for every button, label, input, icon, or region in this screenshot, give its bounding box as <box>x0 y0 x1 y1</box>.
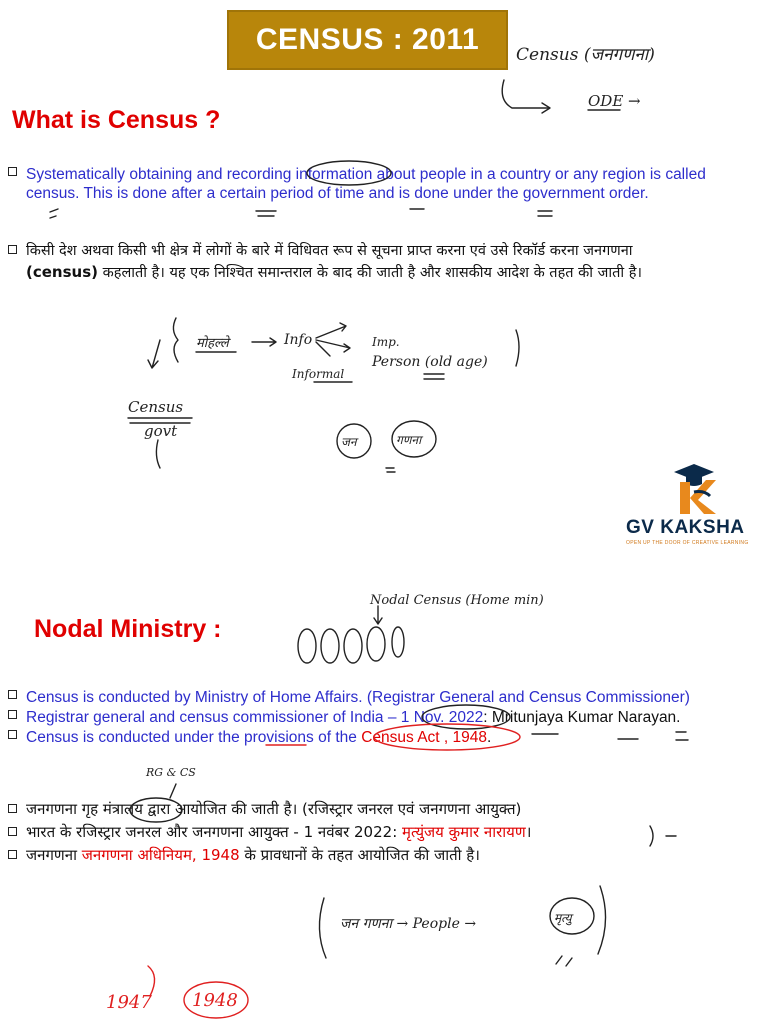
nodal-point-2-name: : Mritunjaya Kumar Narayan. <box>483 709 681 726</box>
note-jan: जन <box>341 435 357 449</box>
note-rg-cs: RG & CS <box>146 766 196 779</box>
note-person-old-age: Person (old age) <box>372 354 488 370</box>
note-nodal-census: Nodal Census (Home min) <box>370 593 544 608</box>
note-imp: Imp. <box>372 335 400 349</box>
definition-english-line-2: census. This is done after a certain period of time and is done under the government order. <box>26 185 649 202</box>
note-year-1948: 1948 <box>192 990 238 1011</box>
note-ode: ODE → <box>588 92 641 110</box>
nodal-point-2-date: 1 Nov. 2022 <box>400 709 484 726</box>
note-mrityu: मृत्यु <box>554 911 572 925</box>
note-year-1947: 1947 <box>106 992 152 1013</box>
definition-hindi-line-2: कहलाती है। यह एक निश्चित समान्तराल के बाद की जाती है और शासकीय आदेश के तहत की जाती है। <box>98 265 642 281</box>
note-census-govt-1: Census <box>128 398 184 416</box>
nodal-point-2: Registrar general and census commissioner of India – <box>26 709 401 726</box>
nodal-hindi-point-3-act: जनगणना अधिनियम, 1948 <box>81 846 240 864</box>
census-act-1948: Census Act , 1948 <box>361 729 487 746</box>
nodal-point-3: Census is conducted under the provisions of the <box>26 729 362 746</box>
nodal-hindi-point-2-name: मृत्युंजय कुमार नारायण <box>402 823 526 841</box>
definition-english-line-1: Systematically obtaining and recording information about people in a country or any region is called <box>26 166 706 183</box>
section-heading-nodal-ministry: Nodal Ministry : <box>34 615 222 643</box>
note-informal: Informal <box>292 367 345 381</box>
page-title: CENSUS : 2011 <box>255 23 480 56</box>
section-heading-what-is-census: What is Census ? <box>12 106 221 134</box>
logo-name: GV KAKSHA <box>626 517 745 538</box>
definition-hindi-line-1: किसी देश अथवा किसी भी क्षेत्र में लोगों के बारे में विधिवत रूप से सूचना प्राप्त करना एवं उसे रिकॉर्ड करना जनगणना <box>26 243 633 259</box>
note-info: Info <box>284 332 313 348</box>
nodal-hindi-point-2: भारत के रजिस्ट्रार जनरल और जनगणना आयुक्त - 1 नवंबर 2022: <box>26 823 403 841</box>
nodal-hindi-point-3: जनगणना <box>26 846 82 864</box>
note-ganana: गणना <box>396 433 422 447</box>
nodal-hindi-point-3-end: के प्रावधानों के तहत आयोजित की जाती है। <box>239 846 480 864</box>
nodal-hindi-point-2-end: । <box>525 823 532 841</box>
svg-text:मोहल्ले: मोहल्ले <box>196 336 229 351</box>
note-census-govt-2: govt <box>144 422 178 440</box>
logo-tagline: OPEN UP THE DOOR OF CREATIVE LEARNING <box>626 540 749 546</box>
nodal-point-1: Census is conducted by Ministry of Home Affairs. (Registrar General and Census Commissioner) <box>26 689 690 706</box>
definition-hindi-census-term: (census) <box>26 263 98 281</box>
circle-mark <box>307 161 391 185</box>
nodal-hindi-point-1: जनगणना गृह मंत्रालय द्वारा आयोजित की जाती है। (रजिस्ट्रार जनरल एवं जनगणना आयुक्त) <box>26 800 522 818</box>
curved-arrow-icon <box>502 80 548 108</box>
nodal-point-3-end: . <box>487 729 492 746</box>
note-census-janganana: Census (जनगणना) <box>516 45 655 65</box>
note-jan-ganana-people: जन गणना → People → <box>340 916 477 932</box>
